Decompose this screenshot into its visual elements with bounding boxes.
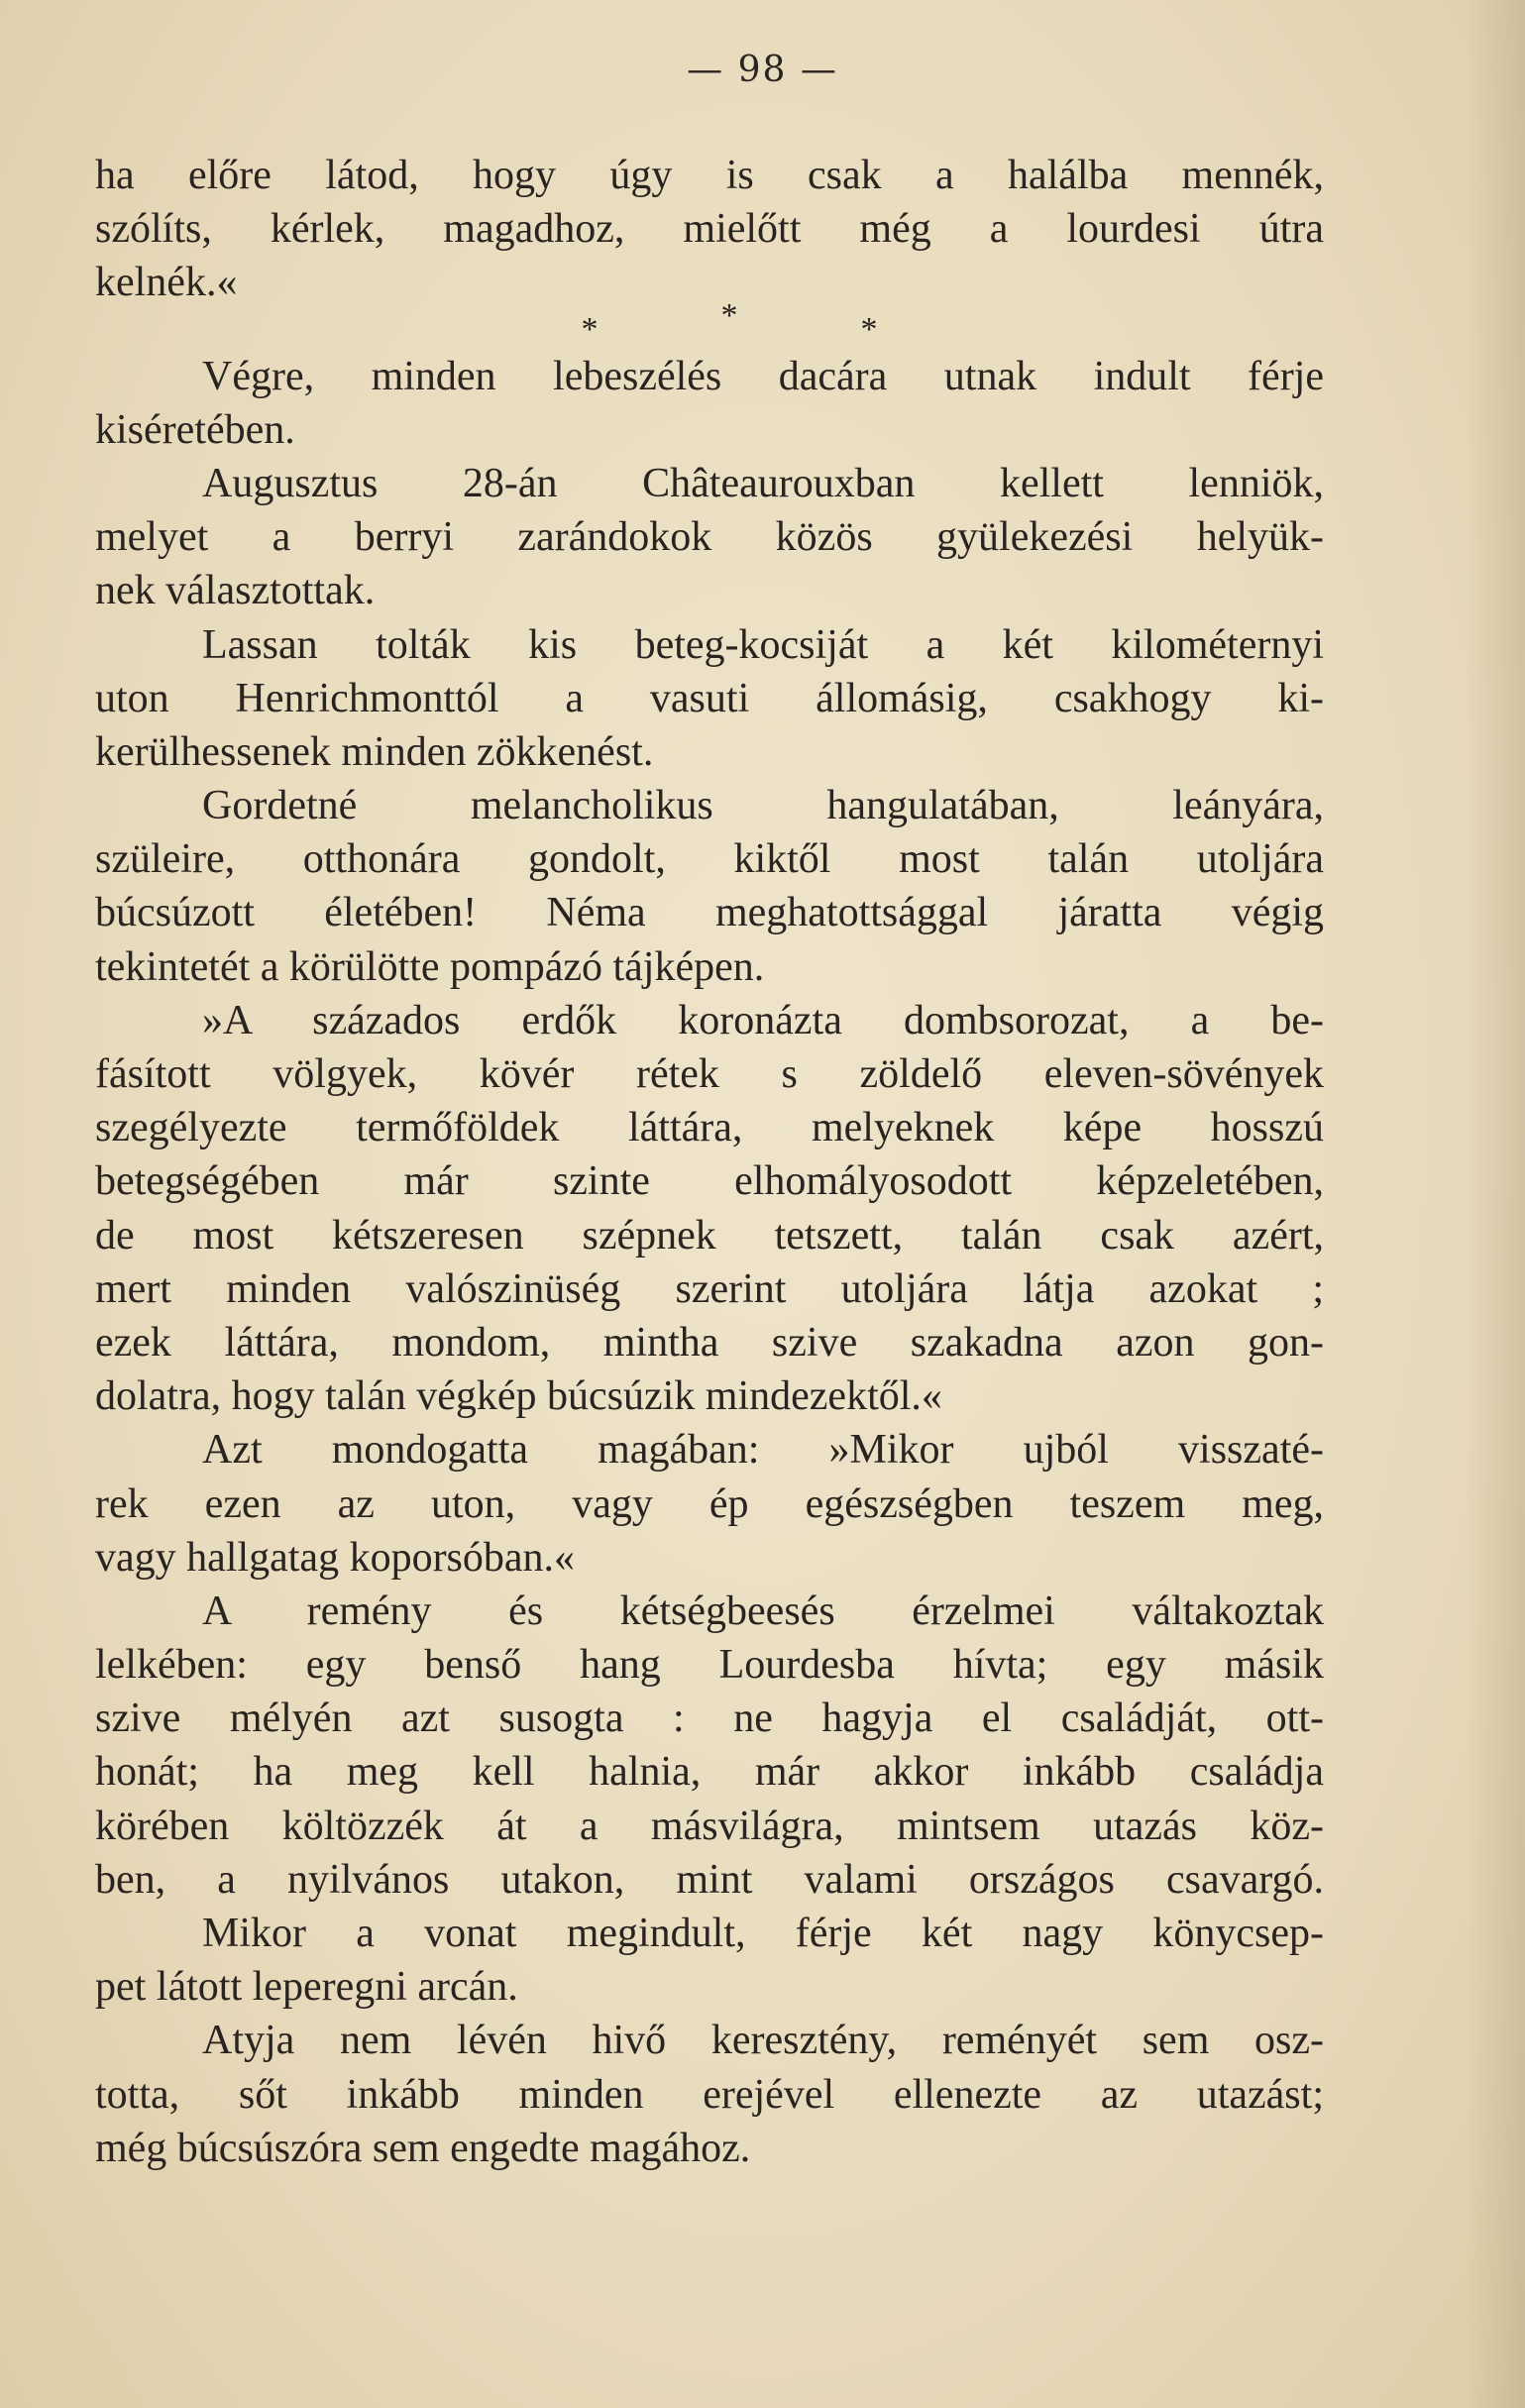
text-line: mert minden valószinüség szerint utoljára látja azokat ; <box>95 1265 1324 1312</box>
text-line: szüleire, otthonára gondolt, kiktől most talán utoljára <box>95 836 1324 883</box>
page-number: — 98 — <box>687 50 838 90</box>
body-text <box>95 149 1324 2175</box>
text-line: Azt mondogatta magában: »Mikor ujból visszaté- <box>202 1427 1324 1474</box>
text-line: szive mélyén azt susogta : ne hagyja el családját, ott- <box>95 1696 1324 1742</box>
text-line: kerülhessenek minden zökkenést. <box>95 728 654 775</box>
text-line: ezek láttára, mondom, mintha szive szakadna azon gon- <box>95 1319 1324 1366</box>
text-line: pet látott leperegni arcán. <box>95 1964 518 2011</box>
text-line: Augusztus 28-án Châteaurouxban kellett lenniök, <box>202 460 1324 506</box>
asterisk-divider: * <box>720 296 738 334</box>
text-line: melyet a berryi zarándokok közös gyülekezési helyük- <box>95 514 1324 561</box>
text-line: szólíts, kérlek, magadhoz, mielőtt még a lourdesi útra <box>95 206 1324 253</box>
text-line: fásított völgyek, kövér rétek s zöldelő eleven-sövények <box>95 1051 1324 1097</box>
text-line: rek ezen az uton, vagy ép egészségben teszem meg, <box>95 1480 1324 1527</box>
section-divider <box>95 296 1324 350</box>
text-line: még búcsúszóra sem engedte magához. <box>95 2125 751 2171</box>
text-line: Atyja nem lévén hivő keresztény, reményét sem osz- <box>202 2018 1324 2064</box>
asterisk-divider: * <box>581 310 599 348</box>
asterisk-divider: * <box>860 310 878 348</box>
text-line: A remény és kétségbeesés érzelmei váltakoztak <box>202 1587 1324 1634</box>
text-line: Végre, minden lebeszélés dacára utnak indult férje <box>202 353 1324 399</box>
text-line: totta, sőt inkább minden erejével ellenezte az utazást; <box>95 2071 1324 2118</box>
text-line: honát; ha meg kell halnia, már akkor inkább családja <box>95 1749 1324 1796</box>
text-line: »A százados erdők koronázta dombsorozat, a be- <box>202 997 1324 1043</box>
text-line: körében költözzék át a másvilágra, mintsem utazás köz- <box>95 1803 1324 1849</box>
text-line: dolatra, hogy talán végkép búcsúzik mindezektől.« <box>95 1373 942 1420</box>
text-line: búcsúzott életében! Néma meghatottsággal járatta végig <box>95 890 1324 936</box>
text-line: kelnék.« <box>95 260 238 306</box>
text-line: nek választottak. <box>95 568 376 614</box>
text-line: ben, a nyilvános utakon, mint valami országos csavargó. <box>95 1856 1324 1903</box>
text-line: Lassan tolták kis beteg-kocsiját a két kilométernyi <box>202 621 1324 668</box>
text-line: Gordetné melancholikus hangulatában, leányára, <box>202 783 1324 829</box>
text-line: Mikor a vonat megindult, férje két nagy könycsep- <box>202 1911 1324 1956</box>
text-line: uton Henrichmonttól a vasuti állomásig, csakhogy ki- <box>95 675 1324 721</box>
text-line: tekintetét a körülötte pompázó tájképen. <box>95 943 765 990</box>
text-line: szegélyezte termőföldek láttára, melyeknek képe hosszú <box>95 1105 1324 1151</box>
text-line: vagy hallgatag koporsóban.« <box>95 1534 576 1581</box>
text-line: lelkében: egy benső hang Lourdesba hívta; egy másik <box>95 1642 1324 1689</box>
text-line: kiséretében. <box>95 406 295 453</box>
text-line: de most kétszeresen szépnek tetszett, talán csak azért, <box>95 1212 1324 1259</box>
text-line: ha előre látod, hogy úgy is csak a halálba mennék, <box>95 153 1324 198</box>
text-line: betegségében már szinte elhomályosodott képzeletében, <box>95 1158 1324 1205</box>
